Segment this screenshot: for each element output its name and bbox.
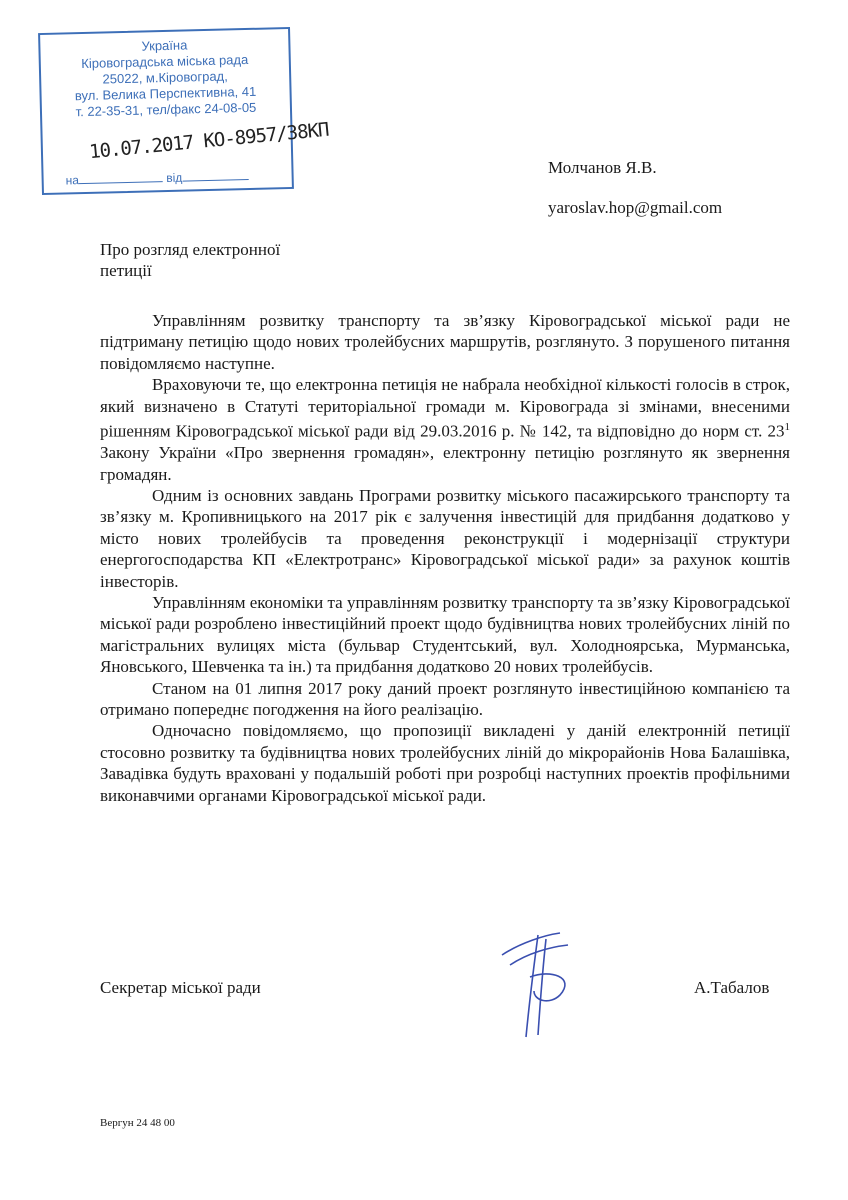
stamp-reference-row xyxy=(65,168,248,188)
stamp-na-label: на xyxy=(65,173,80,188)
recipient-email: yaroslav.hop@gmail.com xyxy=(548,198,723,217)
handwritten-signature xyxy=(490,925,580,1045)
stamp-vid-label: від xyxy=(166,170,183,186)
subject-line-2: петиції xyxy=(100,261,152,280)
stamp-handwritten-number: 10.07.2017 КО-8957/38КП xyxy=(88,118,330,164)
paragraph-2 xyxy=(100,374,790,485)
recipient-name: Молчанов Я.В. xyxy=(548,158,657,177)
paragraph-2-after: Закону України «Про звернення громадян», електронну петицію розглянуто як звернення громадян. xyxy=(100,443,790,484)
stamp-na-blank xyxy=(79,181,163,184)
signatory-title: Секретар міської ради xyxy=(100,978,261,997)
stamp-vid-blank xyxy=(182,179,248,182)
paragraph-2-superscript: 1 xyxy=(784,421,790,434)
paragraph-3: Одним із основних завдань Програми розвитку міського пасажирського транспорту та зв’язку м. Кропивницького на 2017 рік є залучення інвестицій для придбання додатково у місто нових тролейбусів та проведення реконструкції і модернізації структури енергогосподарства КП «Електротранс» Кіровоградської міської ради» за рахунок коштів інвесторів. xyxy=(100,485,790,591)
letter-subject xyxy=(100,239,340,281)
paragraph-5: Станом на 01 липня 2017 року даний проект розглянуто інвестиційною компанією та отримано попереднє погодження на його реалізацію. xyxy=(100,678,790,719)
registration-stamp xyxy=(38,27,330,195)
stamp-address xyxy=(40,35,290,121)
executor-note: Вергун 24 48 00 xyxy=(100,1117,175,1129)
subject-line-1: Про розгляд електронної xyxy=(100,240,281,259)
stamp-line-council: Кіровоградська міська рада xyxy=(81,51,249,72)
stamp-line-phone: т. 22-35-31, тел/факс 24-08-05 xyxy=(75,99,257,120)
paragraph-1: Управлінням розвитку транспорту та зв’язку Кіровоградської міської ради не підтриману петицію щодо нових тролейбусних маршрутів, розглянуто. З порушеного питання повідомляємо наступне. xyxy=(100,311,790,373)
paragraph-2-before: Враховуючи те, що електронна петиція не набрала необхідної кількості голосів в строк, який визначено в Статуті територіальної громади м. Кіровограда зі змінами, внесеними рішенням Кіровоградської міської ради від 29.03.2016 р. № 142, та відповідно до норм ст. 23 xyxy=(100,375,790,441)
stamp-line-country: Україна xyxy=(141,37,188,54)
stamp-line-city: 25022, м.Кіровоград, xyxy=(102,68,228,87)
paragraph-6: Одночасно повідомляємо, що пропозиції викладені у даній електронній петиції стосовно розвитку та будівництва нових тролейбусних ліній до мікрорайонів Нова Балашівка, Завадівка будуть враховані у подальшій роботі при розробці наступних проектів профільними виконавчими органами Кіровоградської міської ради. xyxy=(100,721,790,805)
signatory-name: А.Табалов xyxy=(694,978,770,997)
paragraph-4: Управлінням економіки та управлінням розвитку транспорту та зв’язку Кіровоградської міської ради розроблено інвестиційний проект щодо будівництва нових тролейбусних ліній по магістральних вулицях міста (бульвар Студентський, вул. Холодноярська, Мурманська, Яновського, Шевченка та ін.) та придбання додатково 20 нових тролейбусів. xyxy=(100,592,791,677)
letter-body xyxy=(100,310,790,806)
stamp-line-street: вул. Велика Перспективна, 41 xyxy=(74,83,257,104)
